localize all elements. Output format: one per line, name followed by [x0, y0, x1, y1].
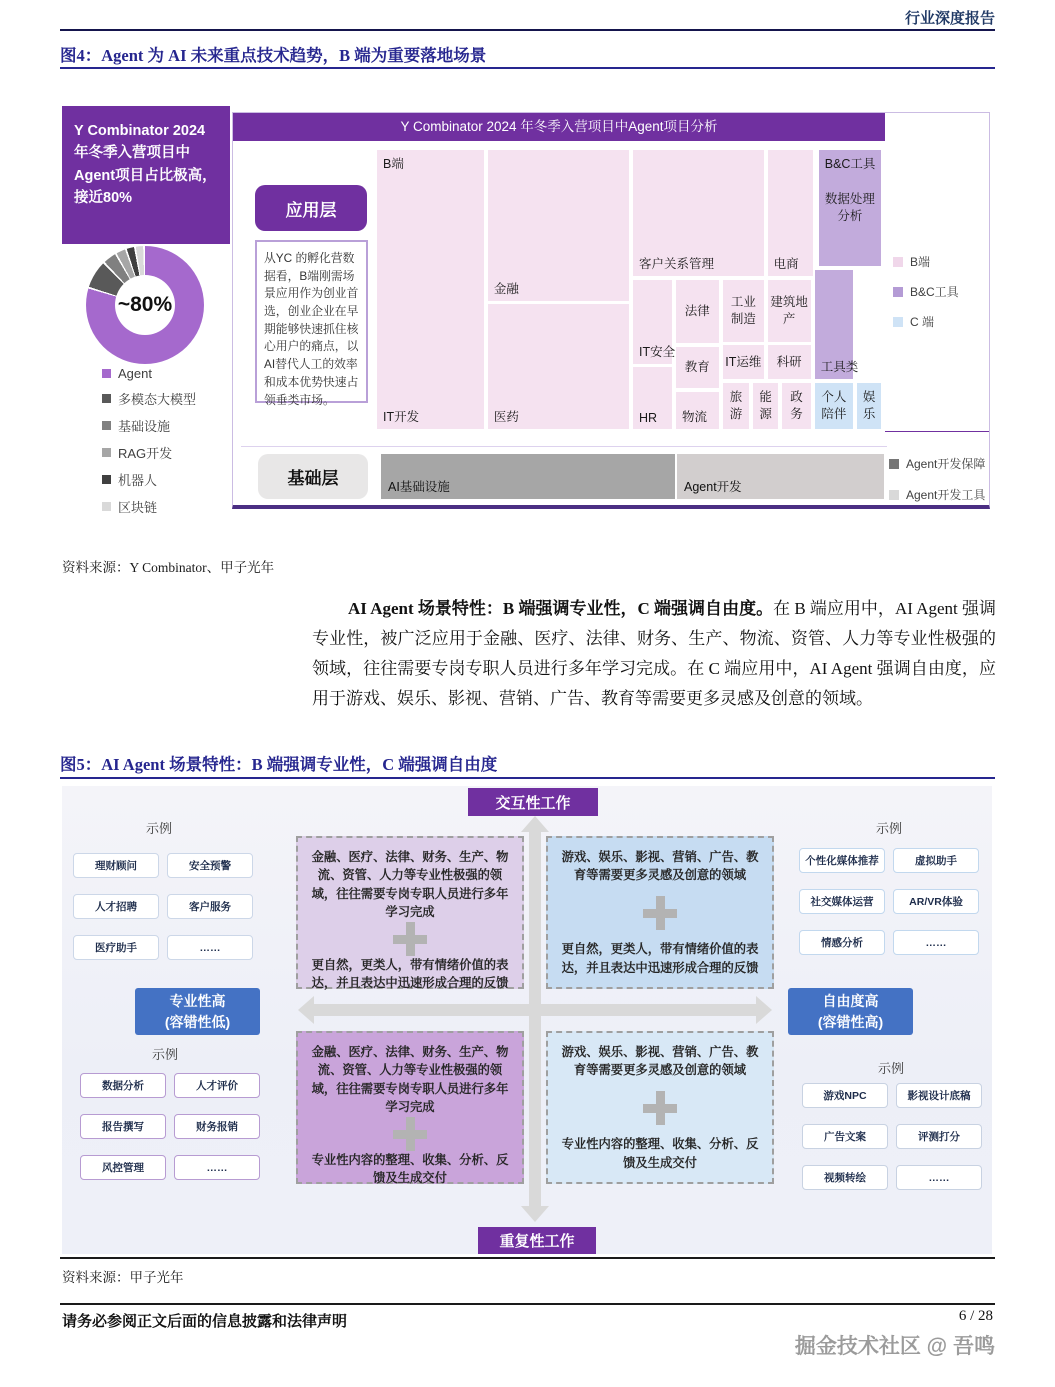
axis-left-line1: 专业性高 — [169, 993, 226, 1010]
example-label-tr: 示例 — [876, 821, 903, 836]
treemap-cell — [632, 279, 676, 365]
legend-item — [102, 497, 196, 516]
example-box: AR/VR体验 — [893, 889, 979, 914]
legend-swatch — [102, 421, 111, 430]
donut-legend — [102, 366, 196, 524]
example-box: 游戏NPC — [802, 1083, 888, 1108]
figure4-title: 图4：Agent 为 AI 未来重点技术趋势，B 端为重要落地场景 — [60, 46, 487, 65]
treemap-cell — [814, 269, 859, 380]
base-bar-infra — [381, 454, 675, 499]
treemap-cell-label: 电商 — [773, 257, 799, 272]
example-box: 医疗助手 — [73, 935, 159, 960]
example-box: 个性化媒体推荐 — [799, 848, 885, 873]
treemap-cell-label: 科研 — [776, 354, 802, 369]
example-box: 理财顾问 — [73, 853, 159, 878]
example-group-bottom-right — [802, 1083, 982, 1190]
arrow-down-icon — [521, 1206, 549, 1222]
layer-divider — [241, 446, 887, 447]
base-layer-badge: 基础层 — [258, 454, 368, 499]
treemap-cell — [675, 391, 720, 430]
treemap-cell — [752, 382, 779, 430]
legend-label: 多模态大模型 — [118, 392, 197, 407]
legend-item — [893, 253, 959, 270]
treemap-cell-label: 物流 — [682, 409, 708, 424]
figure4-chart-frame — [232, 112, 990, 509]
plus-icon — [643, 1091, 677, 1125]
page-number: 6 / 28 — [958, 1308, 993, 1324]
axis-left-line2: (容错性低) — [164, 1013, 231, 1030]
example-label-tl: 示例 — [146, 821, 173, 836]
legend-label: 机器人 — [118, 473, 158, 488]
treemap-cell — [632, 366, 672, 430]
base-bar-agent-dev — [677, 454, 884, 499]
legend-swatch — [889, 459, 899, 469]
treemap-cell-label: 工具类 — [820, 360, 859, 375]
treemap-cell-label: 教育 — [684, 360, 710, 375]
treemap-cell — [632, 149, 765, 277]
treemap-cell-label: B&C工具 — [824, 157, 876, 171]
treemap-cell — [722, 279, 765, 343]
treemap-cell — [487, 303, 630, 430]
arrow-right-icon — [756, 996, 772, 1024]
treemap-cell-label: 娱乐 — [862, 390, 876, 421]
example-box: 人才招聘 — [73, 894, 159, 919]
example-box: 风控管理 — [80, 1155, 166, 1180]
legend-item — [102, 470, 196, 489]
legend-swatch — [102, 394, 111, 403]
treemap-cell — [722, 344, 765, 380]
example-box: 安全预警 — [167, 853, 253, 878]
legend-swatch — [893, 257, 903, 267]
treemap-cell — [814, 382, 854, 430]
quadrant-feature-text: 更自然，更类人，带有情绪价值的表达，并且表达中迅速形成合理的反馈 — [311, 957, 509, 991]
footer-divider — [60, 1303, 995, 1305]
example-box: 社交媒体运营 — [799, 889, 885, 914]
example-box: …… — [167, 935, 253, 960]
footer-disclaimer: 请务必参阅正文后面的信息披露和法律声明 — [62, 1314, 348, 1330]
base-bar-label: Agent开发 — [684, 480, 742, 494]
header-divider — [60, 29, 995, 31]
legend-label: Agent开发工具 — [906, 488, 986, 502]
legend-label: C 端 — [910, 315, 935, 329]
quadrant-domain-text: 游戏、娱乐、影视、营销、广告、教育等需要更多灵感及创意的领域 — [561, 850, 759, 883]
figure4-title-divider — [60, 67, 995, 69]
legend-label: B端 — [910, 255, 931, 269]
example-group-top-left — [73, 853, 253, 960]
example-box: 视频转绘 — [802, 1165, 888, 1190]
treemap-cell-label: 政务 — [790, 390, 803, 421]
legend-swatch — [889, 490, 899, 500]
quadrant-feature-text: 更自然，更类人，带有情绪价值的表达，并且表达中迅速形成合理的反馈 — [561, 942, 759, 975]
report-type-label: 行业深度报告 — [904, 11, 995, 27]
legend-swatch — [102, 448, 111, 457]
axis-right-line2: (容错性高) — [817, 1013, 884, 1030]
example-box: 报告撰写 — [80, 1114, 166, 1139]
figure4-source: 资料来源：Y Combinator、甲子光年 — [62, 560, 275, 575]
treemap-cell-label: 工业制造 — [730, 294, 756, 326]
treemap-cell — [767, 279, 812, 343]
treemap-cell-label: 能源 — [759, 390, 772, 421]
figure5-source: 资料来源：甲子光年 — [62, 1270, 184, 1285]
quadrant-domain-text: 金融、医疗、法律、财务、生产、物流、资管、人力等专业性极强的领域，往往需要专岗专职人员进行多年学习完成 — [311, 850, 509, 920]
treemap-cell-label: 医药 — [493, 409, 519, 424]
example-box: 广告文案 — [802, 1124, 888, 1149]
legend-item — [889, 455, 985, 472]
body-paragraph — [312, 594, 996, 714]
legend-swatch — [102, 369, 111, 378]
treemap-cell-label: 金融 — [493, 281, 519, 296]
example-label-bl: 示例 — [152, 1047, 179, 1062]
example-box: …… — [896, 1165, 982, 1190]
legend-item — [102, 443, 196, 462]
example-box: …… — [893, 930, 979, 955]
treemap-cell — [767, 149, 814, 277]
treemap-cell-label: IT运维 — [725, 354, 762, 369]
legend-label: B&C工具 — [910, 285, 959, 299]
plus-icon — [393, 922, 427, 956]
figure4-chart-title: Y Combinator 2024 年冬季入营项目中Agent项目分析 — [233, 113, 885, 141]
horizontal-axis-arrow — [314, 1004, 756, 1016]
example-box: 评测打分 — [896, 1124, 982, 1149]
example-box: 财务报销 — [174, 1114, 260, 1139]
treemap-legend — [893, 253, 959, 343]
legend-divider — [885, 431, 989, 432]
treemap-cell — [767, 344, 812, 380]
legend-item — [102, 389, 196, 408]
treemap-cell-label: B端 — [383, 157, 404, 171]
example-box: 影视设计底稿 — [896, 1083, 982, 1108]
treemap-cell — [675, 279, 720, 344]
treemap — [376, 149, 882, 430]
figure5-title-divider — [60, 777, 995, 779]
treemap-cell — [675, 346, 720, 389]
axis-top-label: 交互性工作 — [468, 788, 598, 816]
legend-item — [893, 283, 959, 300]
legend-label: 基础设施 — [118, 419, 171, 434]
axis-bottom-label: 重复性工作 — [478, 1227, 596, 1254]
axis-right-label — [788, 988, 913, 1035]
axis-left-label — [135, 988, 260, 1035]
quadrant-domain-text: 金融、医疗、法律、财务、生产、物流、资管、人力等专业性极强的领域，往往需要专岗专职人员进行多年学习完成 — [311, 1045, 509, 1115]
base-bar-label: AI基础设施 — [388, 480, 450, 494]
treemap-cell-label: HR — [639, 410, 658, 425]
treemap-cell-label: 数据处理分析 — [824, 192, 875, 224]
quadrant-bottom-left — [296, 1031, 524, 1184]
quadrant-feature-text: 专业性内容的整理、收集、分析、反馈及生成交付 — [561, 1137, 759, 1170]
legend-item — [102, 416, 196, 435]
quadrant-top-left — [296, 836, 524, 989]
example-box: …… — [174, 1155, 260, 1180]
legend-item — [102, 366, 196, 381]
treemap-cell — [781, 382, 811, 430]
legend-item — [889, 486, 985, 503]
legend-swatch — [893, 317, 903, 327]
quadrant-feature-text: 专业性内容的整理、收集、分析、反馈及生成交付 — [311, 1152, 509, 1186]
treemap-cell — [376, 149, 485, 430]
figure5-diagram — [62, 786, 992, 1254]
legend-label: 区块链 — [118, 500, 158, 515]
donut-chart — [86, 246, 204, 364]
figure4-note: 从YC 的孵化营数据看，B端刚需场景应用作为创业首选，创业企业在早期能够快速抓住核心用户的痛点，以AI替代人工的效率和成本优势快速占领垂类市场。 — [255, 240, 368, 403]
treemap-cell-label: 法律 — [684, 304, 710, 319]
example-group-bottom-left — [80, 1073, 260, 1180]
example-box: 客户服务 — [167, 894, 253, 919]
treemap-cell — [722, 382, 750, 430]
quadrant-bottom-right — [546, 1031, 774, 1184]
treemap-cell-label: IT开发 — [383, 410, 420, 424]
treemap-cell-label: 建筑地产 — [770, 294, 808, 326]
example-group-top-right — [799, 848, 979, 955]
treemap-cell-label: 客户关系管理 — [639, 257, 715, 272]
legend-item — [893, 313, 959, 330]
vertical-axis-arrow — [529, 830, 541, 1208]
figure4-headline: Y Combinator 2024 年冬季入营项目中Agent项目占比极高，接近80% — [62, 106, 230, 244]
figure5-title: 图5：AI Agent 场景特性：B 端强调专业性，C 端强调自由度 — [60, 755, 498, 774]
paragraph-lead: AI Agent 场景特性：B 端强调专业性，C 端强调自由度。 — [348, 599, 774, 618]
legend-label: Agent — [118, 366, 152, 381]
treemap-cell-label: 旅游 — [729, 390, 743, 421]
axis-right-line1: 自由度高 — [822, 993, 879, 1010]
plus-icon — [643, 896, 677, 930]
treemap-cell — [487, 149, 630, 302]
example-box: 情感分析 — [799, 930, 885, 955]
treemap-cell-label: IT安全 — [639, 344, 676, 359]
figure5-bottom-divider — [60, 1257, 995, 1259]
quadrant-domain-text: 游戏、娱乐、影视、营销、广告、教育等需要更多灵感及创意的领域 — [561, 1045, 759, 1078]
treemap-cell — [818, 149, 882, 267]
example-label-br: 示例 — [878, 1061, 905, 1076]
treemap-cell — [856, 382, 882, 430]
legend-swatch — [893, 287, 903, 297]
treemap-cell-label: 个人陪伴 — [821, 390, 847, 421]
arrow-up-icon — [521, 816, 549, 832]
legend-label: Agent开发保障 — [906, 457, 986, 471]
plus-icon — [393, 1117, 427, 1151]
legend-swatch — [102, 502, 111, 511]
base-legend — [889, 455, 985, 517]
example-box: 人才评价 — [174, 1073, 260, 1098]
community-watermark: 掘金技术社区 @ 吾鸣 — [794, 1335, 995, 1358]
paragraph-body: 在 B 端应用中，AI Agent 强调专业性，被广泛应用于金融、医疗、法律、财务、生产、物流、资管、人力等专业性极强的领域，往往需要专岗专职人员进行多年学习完成。在 C 端应用中，AI Agent 强调自由度，应用于游戏、娱乐、影视、营销、广告、教育等需要更多灵感及创意的领域。 — [312, 599, 996, 708]
donut-center-label: ~80% — [117, 293, 173, 316]
example-box: 数据分析 — [80, 1073, 166, 1098]
legend-label: RAG开发 — [118, 446, 173, 461]
legend-swatch — [102, 475, 111, 484]
app-layer-badge: 应用层 — [255, 185, 367, 231]
example-box: 虚拟助手 — [893, 848, 979, 873]
quadrant-top-right — [546, 836, 774, 989]
arrow-left-icon — [298, 996, 314, 1024]
